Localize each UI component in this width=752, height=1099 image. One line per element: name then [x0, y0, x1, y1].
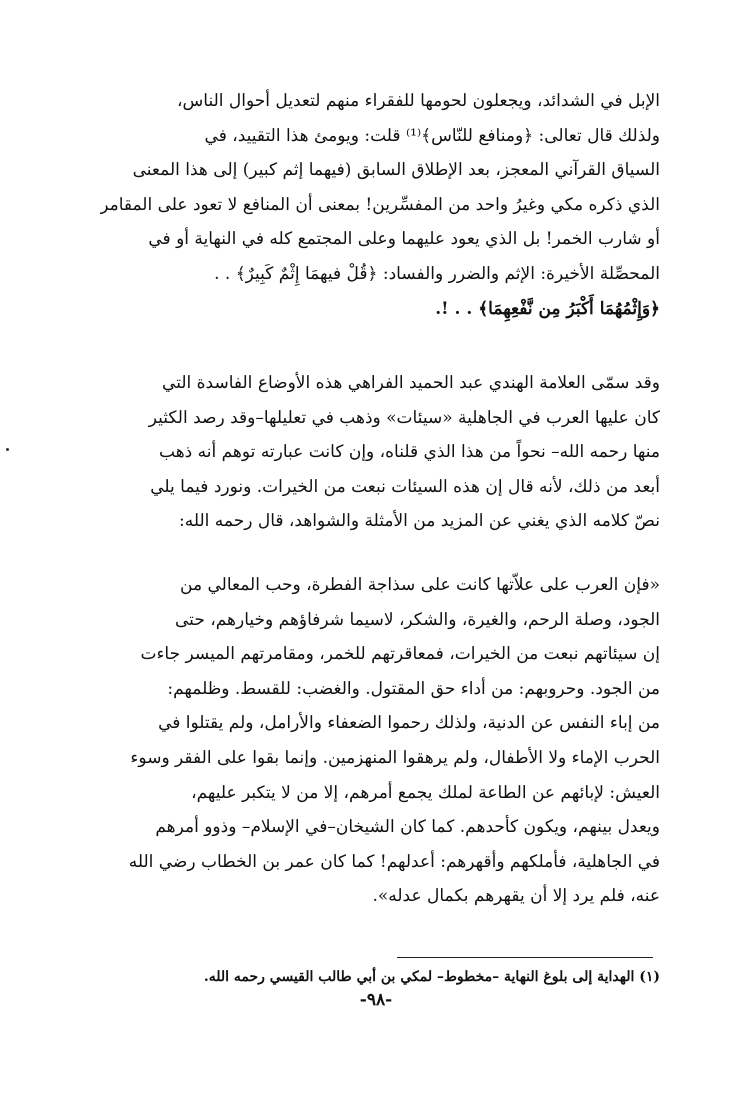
- paragraph-2: [100, 366, 660, 539]
- margin-mark: [6, 448, 9, 451]
- text-line: السياق القرآني المعجز، بعد الإطلاق السابق (فيهما إثم كبير) إلى هذا المعنى: [132, 160, 660, 181]
- text-line: أو شارب الخمر! بل الذي يعود عليهما وعلى المجتمع كله في النهاية أو في: [148, 229, 660, 250]
- text-line: الجود، وصلة الرحم، والغيرة، والشكر، لاسيما شرفاؤهم وخيارهم، حتى: [175, 609, 660, 630]
- paragraph-1: [100, 84, 660, 326]
- text-line: في الجاهلية، فأملكهم وأقهرهم: أعدلهم! كما كان عمر بن الخطاب رضي الله: [128, 851, 660, 872]
- text-line: الإبل في الشدائد، ويجعلون لحومها للفقراء منهم لتعديل أحوال الناس،: [177, 91, 660, 111]
- text-line: كان عليها العرب في الجاهلية «سيئات» وذهب في تعليلها–وقد رصد الكثير: [148, 407, 660, 428]
- text-line: المحصِّلة الأخيرة: الإثم والضرر والفساد: ﴿قُلْ فيهمَا إِثْمٌ كَبِيرٌ﴾ . .: [214, 263, 660, 284]
- paragraph-3-quotation: [100, 568, 660, 914]
- page-number: -٩٨-: [359, 990, 393, 1010]
- text-line: وقد سمّى العلامة الهندي عبد الحميد الفراهي هذه الأوضاع الفاسدة التي: [162, 373, 660, 393]
- text-line: «فإن العرب على علاّتها كانت على سذاجة الفطرة، وحب المعالي من: [180, 575, 660, 595]
- text-line: من الجود. وحروبهم: من أداء حق المقتول. والغضب: للقسط. وظلمهم:: [167, 678, 660, 699]
- text-line: إن سيئاتهم نبعت من الخيرات، فمعاقرتهم للخمر، ومقامرتهم الميسر جاءت: [140, 644, 660, 665]
- text-line: منها رحمه الله– نحواً من هذا الذي قلناه، وإن كانت عبارته توهم أنه ذهب: [159, 442, 660, 463]
- footnote-divider: [397, 957, 653, 958]
- text-line: الحرب الإماء ولا الأطفال، ولم يرهقوا المنهزمين. وإنما بقوا على الفقر وسوء: [130, 747, 660, 768]
- text-line: الذي ذكره مكي وغيرُ واحد من المفسِّرين! بمعنى أن المنافع لا تعود على المقامر: [100, 194, 660, 215]
- text-line: ويعدل بينهم، ويكون كأحدهم. كما كان الشيخان–في الإسلام– وذوو أمرهم: [155, 817, 660, 838]
- text-line: نصّ كلامه الذي يغني عن المزيد من الأمثلة والشواهد، قال رحمه الله:: [179, 511, 660, 532]
- text-line: العيش: لإبائهم عن الطاعة لملك يجمع أمرهم، إلا من لا يتكبر عليهم،: [191, 782, 660, 803]
- text-line: من إباء النفس عن الدنية، ولذلك رحموا الضعفاء والأرامل، ولم يقتلوا في: [158, 713, 660, 734]
- footnote: (١) الهداية إلى بلوغ النهاية –مخطوط– لمكي بن أبي طالب القيسي رحمه الله.: [203, 969, 660, 985]
- quran-verse-line: ﴿وَإِثْمُهُمَا أَكْبَرُ مِن نَّفْعِهِمَا﴾ . . !.: [435, 298, 660, 319]
- text-line: ولذلك قال تعالى: ﴿ومنافع للنّاس﴾⁽¹⁾ قلت: ويومئ هذا التقييد، في: [204, 125, 660, 146]
- text-line: عنه، فلم يرد إلا أن يقهرهم بكمال عدله».: [372, 886, 660, 907]
- text-line: أبعد من ذلك، لأنه قال إن هذه السيئات نبعت من الخيرات. ونورد فيما يلي: [150, 476, 660, 497]
